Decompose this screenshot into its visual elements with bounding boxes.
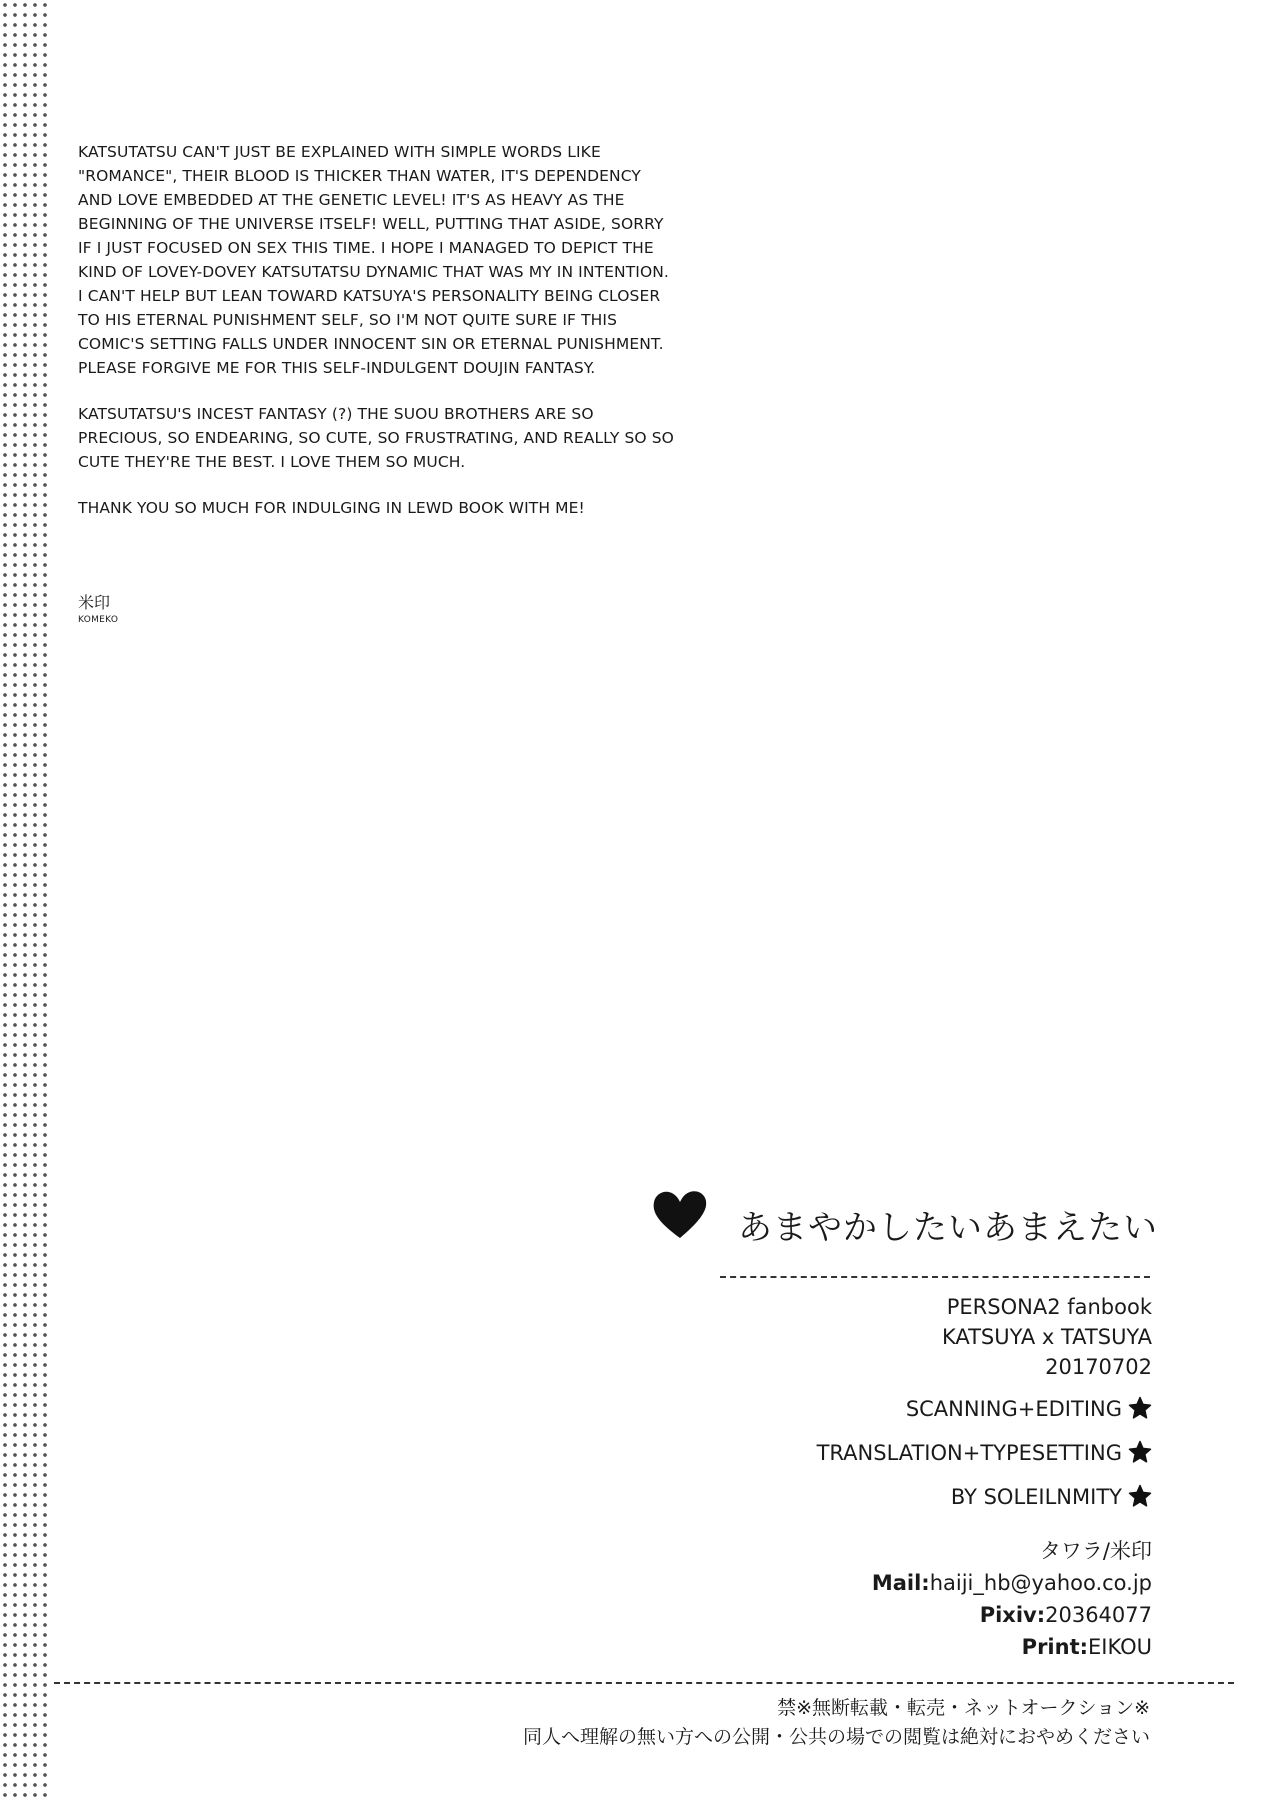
credit-translation-label: TRANSLATION+TYPESETTING — [816, 1441, 1122, 1465]
book-title-block — [640, 1180, 1160, 1250]
mail-label: Mail: — [871, 1571, 930, 1595]
signature-japanese: 米印 — [78, 593, 111, 612]
info-date: 20170702 — [1045, 1355, 1152, 1379]
print-value: EIKOU — [1088, 1635, 1152, 1659]
dotted-border — [0, 0, 50, 1800]
afterword-paragraph-1: KATSUTATSU CAN'T JUST BE EXPLAINED WITH SIMPLE WORDS LIKE "ROMANCE", THEIR BLOOD IS THICKER THAN WATER, IT'S DEPENDENCY AND LOVE EMBEDDED AT THE GENETIC LEVEL! IT'S AS HEAVY AS THE BEGINNING OF THE UNIVERSE ITSELF! WELL, PUTTING THAT ASIDE, SORRY IF I JUST FOCUSED ON SEX THIS TIME. I HOPE I MANAGED TO DEPICT THE KIND OF LOVEY-DOVEY KATSUTATSU DYNAMIC THAT WAS MY IN INTENTION. I CAN'T HELP BUT LEAN TOWARD KATSUYA'S PERSONALITY BEING CLOSER TO HIS ETERNAL PUNISHMENT SELF, SO I'M NOT QUITE SURE IF THIS COMIC'S SETTING FALLS UNDER INNOCENT SIN OR ETERNAL PUNISHMENT. PLEASE FORGIVE ME FOR THIS SELF-INDULGENT DOUJIN FANTASY. — [78, 143, 669, 377]
credit-translation — [817, 1437, 1152, 1481]
star-icon — [1128, 1440, 1152, 1464]
mail-line — [872, 1567, 1152, 1599]
credit-group — [817, 1481, 1152, 1525]
copyright-notice — [523, 1694, 1150, 1752]
book-info — [942, 1292, 1152, 1382]
pixiv-line — [872, 1599, 1152, 1631]
print-label: Print: — [1021, 1635, 1089, 1659]
afterword-text — [78, 140, 678, 542]
divider-long — [54, 1682, 1234, 1684]
credit-scanning-label: SCANNING+EDITING — [905, 1397, 1122, 1421]
credit-scanning — [817, 1393, 1152, 1437]
notice-line-1: 禁※無断転載・転売・ネットオークション※ — [777, 1697, 1150, 1719]
contact-info — [872, 1535, 1152, 1663]
divider-short — [720, 1276, 1150, 1278]
circle-name: タワラ/米印 — [1039, 1539, 1152, 1563]
notice-line-2: 同人へ理解の無い方への公開・公共の場での閲覧は絶対におやめください — [522, 1726, 1150, 1748]
book-title: あまやかしたいあまえたい — [738, 1208, 1158, 1248]
print-line — [872, 1631, 1152, 1663]
credits — [817, 1393, 1152, 1525]
info-fanbook: PERSONA2 fanbook — [946, 1295, 1152, 1319]
pixiv-label: Pixiv: — [979, 1603, 1046, 1627]
info-pairing: KATSUYA x TATSUYA — [941, 1325, 1152, 1349]
signature-romaji: KOMEKO — [78, 615, 119, 625]
afterword-paragraph-2: KATSUTATSU'S INCEST FANTASY (?) THE SUOU BROTHERS ARE SO PRECIOUS, SO ENDEARING, SO CUTE, SO FRUSTRATING, AND REALLY SO SO CUTE THEY'RE THE BEST. I LOVE THEM SO MUCH. — [78, 405, 674, 471]
star-icon — [1128, 1484, 1152, 1508]
pixiv-value: 20364077 — [1045, 1603, 1152, 1627]
heart-icon — [650, 1184, 710, 1244]
credit-group-label: BY SOLEILNMITY — [950, 1485, 1122, 1509]
mail-value: haiji_hb@yahoo.co.jp — [929, 1571, 1152, 1595]
star-icon — [1128, 1396, 1152, 1420]
afterword-paragraph-3: THANK YOU SO MUCH FOR INDULGING IN LEWD BOOK WITH ME! — [78, 499, 585, 517]
